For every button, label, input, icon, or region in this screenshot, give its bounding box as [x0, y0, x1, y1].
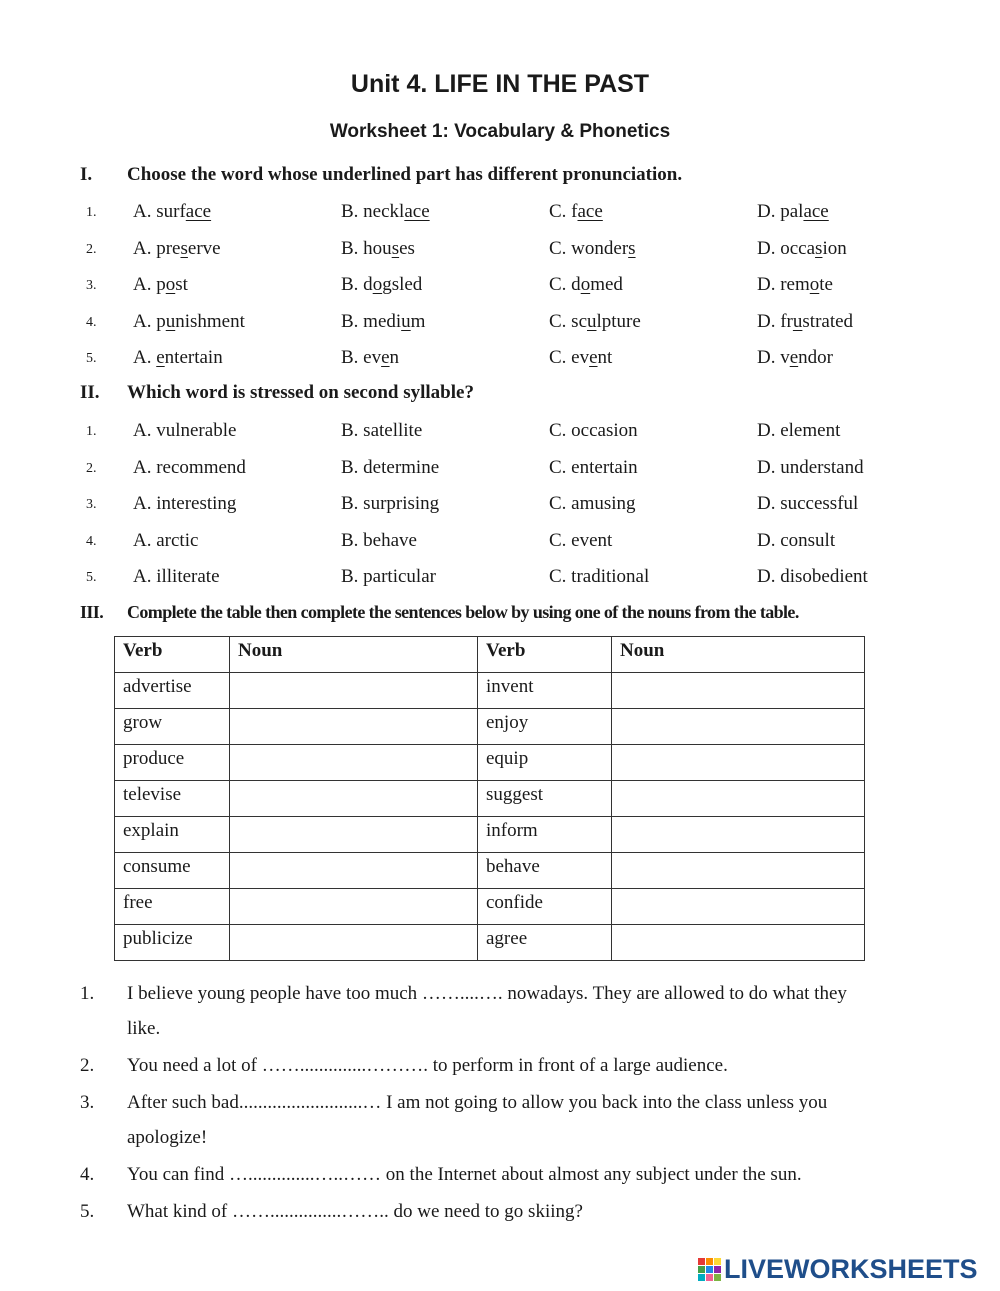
verb-noun-table — [114, 636, 865, 961]
verb-cell: explain — [115, 817, 230, 853]
option-text: D. fr — [757, 310, 793, 332]
section2-heading: Which word is stressed on second syllable? — [127, 382, 474, 403]
option-text: A. surf — [133, 201, 186, 222]
underlined-part: o — [165, 274, 176, 295]
underlined-part: e — [381, 347, 390, 368]
sentence-text[interactable]: I believe young people have too much ……....…. nowadays. They are allowed to do what they — [127, 983, 847, 1004]
option-text: med — [590, 274, 623, 295]
section2-number: II. — [80, 382, 100, 403]
logo-mark-icon — [698, 1258, 721, 1281]
option-text: C. sc — [549, 310, 587, 332]
option-text: ndor — [798, 347, 833, 368]
option-text: te — [819, 274, 833, 295]
noun-cell[interactable] — [612, 673, 865, 709]
logo-square — [706, 1274, 713, 1281]
option-text: B. hou — [341, 237, 392, 259]
option-a[interactable]: A. illiterate — [133, 566, 220, 587]
header-verb-1: Verb — [115, 637, 230, 673]
question-number: 3. — [86, 278, 97, 293]
logo-square — [714, 1258, 721, 1265]
option-b[interactable] — [341, 201, 430, 223]
option-text: B. d — [341, 274, 373, 295]
sentence-number: 2. — [80, 1055, 95, 1076]
underlined-part: s — [391, 237, 400, 259]
option-text: strated — [802, 310, 854, 332]
verb-cell: consume — [115, 853, 230, 889]
question-number: 5. — [86, 351, 97, 366]
question-number: 2. — [86, 460, 97, 476]
table-header-row — [115, 637, 865, 673]
option-text: B. ev — [341, 347, 382, 368]
logo-square — [698, 1258, 705, 1265]
option-text: C. d — [549, 274, 581, 295]
header-verb-2: Verb — [478, 637, 612, 673]
option-text: C. ev — [549, 347, 590, 368]
option-d[interactable] — [757, 201, 829, 223]
underlined-part: u — [401, 310, 411, 332]
underlined-part: o — [809, 274, 820, 295]
option-text: A. p — [133, 274, 166, 295]
underlined-part: e — [789, 347, 799, 368]
noun-cell[interactable] — [612, 889, 865, 925]
table-row — [115, 889, 865, 925]
question-number: 2. — [86, 241, 97, 257]
option-b[interactable] — [341, 274, 422, 296]
question-number: 1. — [86, 424, 97, 439]
option-b[interactable] — [341, 311, 425, 333]
option-a[interactable] — [133, 311, 245, 333]
verb-cell: grow — [115, 709, 230, 745]
logo-square — [698, 1266, 705, 1273]
option-a[interactable] — [133, 238, 221, 260]
logo-square — [714, 1274, 721, 1281]
verb-cell: equip — [478, 745, 612, 781]
verb-cell: invent — [478, 673, 612, 709]
underlined-part: u — [587, 310, 597, 332]
question-number: 3. — [86, 497, 97, 512]
option-text: erve — [187, 237, 221, 259]
underlined-part: o — [580, 274, 591, 295]
option-text: B. neckl — [341, 201, 405, 222]
section1-number: I. — [80, 164, 93, 185]
table-row — [115, 781, 865, 817]
option-d[interactable]: D. disobedient — [757, 566, 868, 587]
verb-cell: agree — [478, 925, 612, 961]
option-text: nt — [597, 347, 613, 368]
question-number: 1. — [86, 205, 97, 220]
section1-heading: Choose the word whose underlined part has different pronunciation. — [127, 164, 683, 185]
option-text: A. — [133, 347, 157, 368]
option-text: D. v — [757, 347, 790, 368]
table-row — [115, 745, 865, 781]
underlined-part: e — [156, 347, 165, 368]
header-noun-2: Noun — [612, 637, 865, 673]
verb-cell: publicize — [115, 925, 230, 961]
noun-cell[interactable] — [230, 925, 478, 961]
noun-cell[interactable] — [230, 781, 478, 817]
option-c[interactable] — [549, 274, 623, 296]
sentence-number: 3. — [80, 1092, 95, 1113]
logo-square — [698, 1274, 705, 1281]
option-a[interactable] — [133, 274, 188, 296]
noun-cell[interactable] — [612, 709, 865, 745]
option-d[interactable]: D. consult — [757, 529, 836, 551]
noun-cell[interactable] — [230, 817, 478, 853]
option-c[interactable]: C. entertain — [549, 456, 638, 478]
liveworksheets-logo — [698, 1254, 978, 1284]
noun-cell[interactable] — [230, 745, 478, 781]
option-text: es — [399, 237, 415, 259]
underlined-part: ace — [404, 201, 430, 222]
option-c[interactable]: C. occasion — [549, 420, 638, 441]
noun-cell[interactable] — [230, 673, 478, 709]
option-c[interactable]: C. event — [549, 529, 613, 551]
option-text: lpture — [596, 310, 641, 332]
logo-square — [706, 1266, 713, 1273]
option-b[interactable]: B. surprising — [341, 493, 440, 514]
option-text: m — [410, 310, 426, 332]
option-text: D. rem — [757, 274, 810, 295]
section3-number: III. — [80, 602, 104, 622]
underlined-part: u — [165, 310, 176, 332]
option-c[interactable] — [549, 238, 636, 260]
question-number: 4. — [86, 533, 97, 549]
option-c[interactable]: C. amusing — [549, 493, 636, 514]
logo-square — [706, 1258, 713, 1265]
option-text: nishment — [175, 310, 245, 332]
sentence-text[interactable]: You can find …..............…..…… on the Internet about almost any subject under the sun. — [127, 1164, 802, 1185]
underlined-part: e — [589, 347, 598, 368]
verb-cell: inform — [478, 817, 612, 853]
sentence-text[interactable]: You need a lot of ……..............………. to perform in front of a large audience. — [127, 1055, 728, 1076]
verb-cell: enjoy — [478, 709, 612, 745]
underlined-part: o — [372, 274, 383, 295]
sentence-number: 1. — [80, 983, 95, 1004]
sentence-text-continued: like. — [127, 1018, 161, 1039]
option-text: ntertain — [164, 347, 223, 368]
option-c[interactable] — [549, 347, 612, 369]
sentence-text[interactable]: What kind of ……...............…….. do we need to go skiing? — [127, 1201, 583, 1222]
option-b[interactable] — [341, 238, 415, 260]
noun-cell[interactable] — [612, 817, 865, 853]
table-row — [115, 853, 865, 889]
option-text: C. wonder — [549, 237, 629, 259]
option-a[interactable] — [133, 201, 211, 223]
option-b[interactable]: B. determine — [341, 456, 440, 478]
option-d[interactable]: D. understand — [757, 456, 864, 478]
option-text: n — [389, 347, 400, 368]
option-text: ion — [822, 237, 847, 259]
header-noun-1: Noun — [230, 637, 478, 673]
underlined-part: ace — [803, 201, 829, 222]
verb-cell: advertise — [115, 673, 230, 709]
verb-cell: suggest — [478, 781, 612, 817]
question-number: 5. — [86, 570, 97, 585]
option-a[interactable]: A. recommend — [133, 456, 246, 478]
sentence-number: 5. — [80, 1201, 95, 1222]
option-d[interactable] — [757, 274, 833, 296]
underlined-part: s — [180, 237, 188, 259]
option-text: B. medi — [341, 310, 402, 332]
noun-cell[interactable] — [230, 889, 478, 925]
underlined-part: s — [815, 237, 823, 259]
option-a[interactable]: A. vulnerable — [133, 420, 237, 441]
noun-cell[interactable] — [612, 853, 865, 889]
logo-square — [714, 1266, 721, 1273]
verb-cell: produce — [115, 745, 230, 781]
option-a[interactable] — [133, 347, 223, 369]
option-c[interactable]: C. traditional — [549, 566, 650, 587]
verb-cell: behave — [478, 853, 612, 889]
option-text: C. f — [549, 201, 578, 222]
verb-cell: televise — [115, 781, 230, 817]
worksheet-subtitle: Worksheet 1: Vocabulary & Phonetics — [329, 121, 671, 142]
noun-cell[interactable] — [612, 745, 865, 781]
option-text: gsled — [382, 274, 423, 295]
underlined-part: ace — [185, 201, 212, 222]
option-text: D. pal — [757, 201, 804, 222]
option-d[interactable]: D. successful — [757, 493, 859, 514]
underlined-part: ace — [577, 201, 603, 222]
sentence-text[interactable]: After such bad..........................… I am not going to allow you back into the class unless you — [127, 1092, 828, 1113]
option-text: st — [175, 274, 188, 295]
option-text: A. pre — [133, 237, 181, 259]
verb-cell: confide — [478, 889, 612, 925]
table-row — [115, 673, 865, 709]
table-row — [115, 817, 865, 853]
noun-cell[interactable] — [612, 925, 865, 961]
logo-text: LIVEWORKSHEETS — [724, 1253, 978, 1284]
option-a[interactable]: A. arctic — [133, 529, 199, 551]
underlined-part: s — [628, 237, 636, 259]
option-b[interactable]: B. satellite — [341, 420, 423, 441]
sentence-text-continued: apologize! — [127, 1127, 208, 1148]
option-b[interactable]: B. behave — [341, 529, 417, 551]
table-row — [115, 925, 865, 961]
option-b[interactable]: B. particular — [341, 566, 436, 587]
sentence-number: 4. — [80, 1164, 95, 1185]
noun-cell[interactable] — [230, 853, 478, 889]
option-a[interactable]: A. interesting — [133, 493, 237, 514]
option-d[interactable] — [757, 311, 853, 333]
underlined-part: u — [792, 310, 803, 332]
option-text: A. p — [133, 310, 166, 332]
option-text: D. occa — [757, 237, 816, 259]
option-c[interactable] — [549, 311, 641, 333]
section3-heading: Complete the table then complete the sentences below by using one of the nouns from the table. — [127, 602, 799, 622]
option-d[interactable] — [757, 238, 847, 260]
noun-cell[interactable] — [612, 781, 865, 817]
option-c[interactable] — [549, 201, 603, 223]
verb-cell: free — [115, 889, 230, 925]
question-number: 4. — [86, 314, 97, 330]
option-b[interactable] — [341, 347, 399, 369]
worksheet-title: Unit 4. LIFE IN THE PAST — [350, 70, 650, 98]
option-d[interactable] — [757, 347, 833, 369]
option-d[interactable]: D. element — [757, 420, 841, 441]
table-row — [115, 709, 865, 745]
noun-cell[interactable] — [230, 709, 478, 745]
